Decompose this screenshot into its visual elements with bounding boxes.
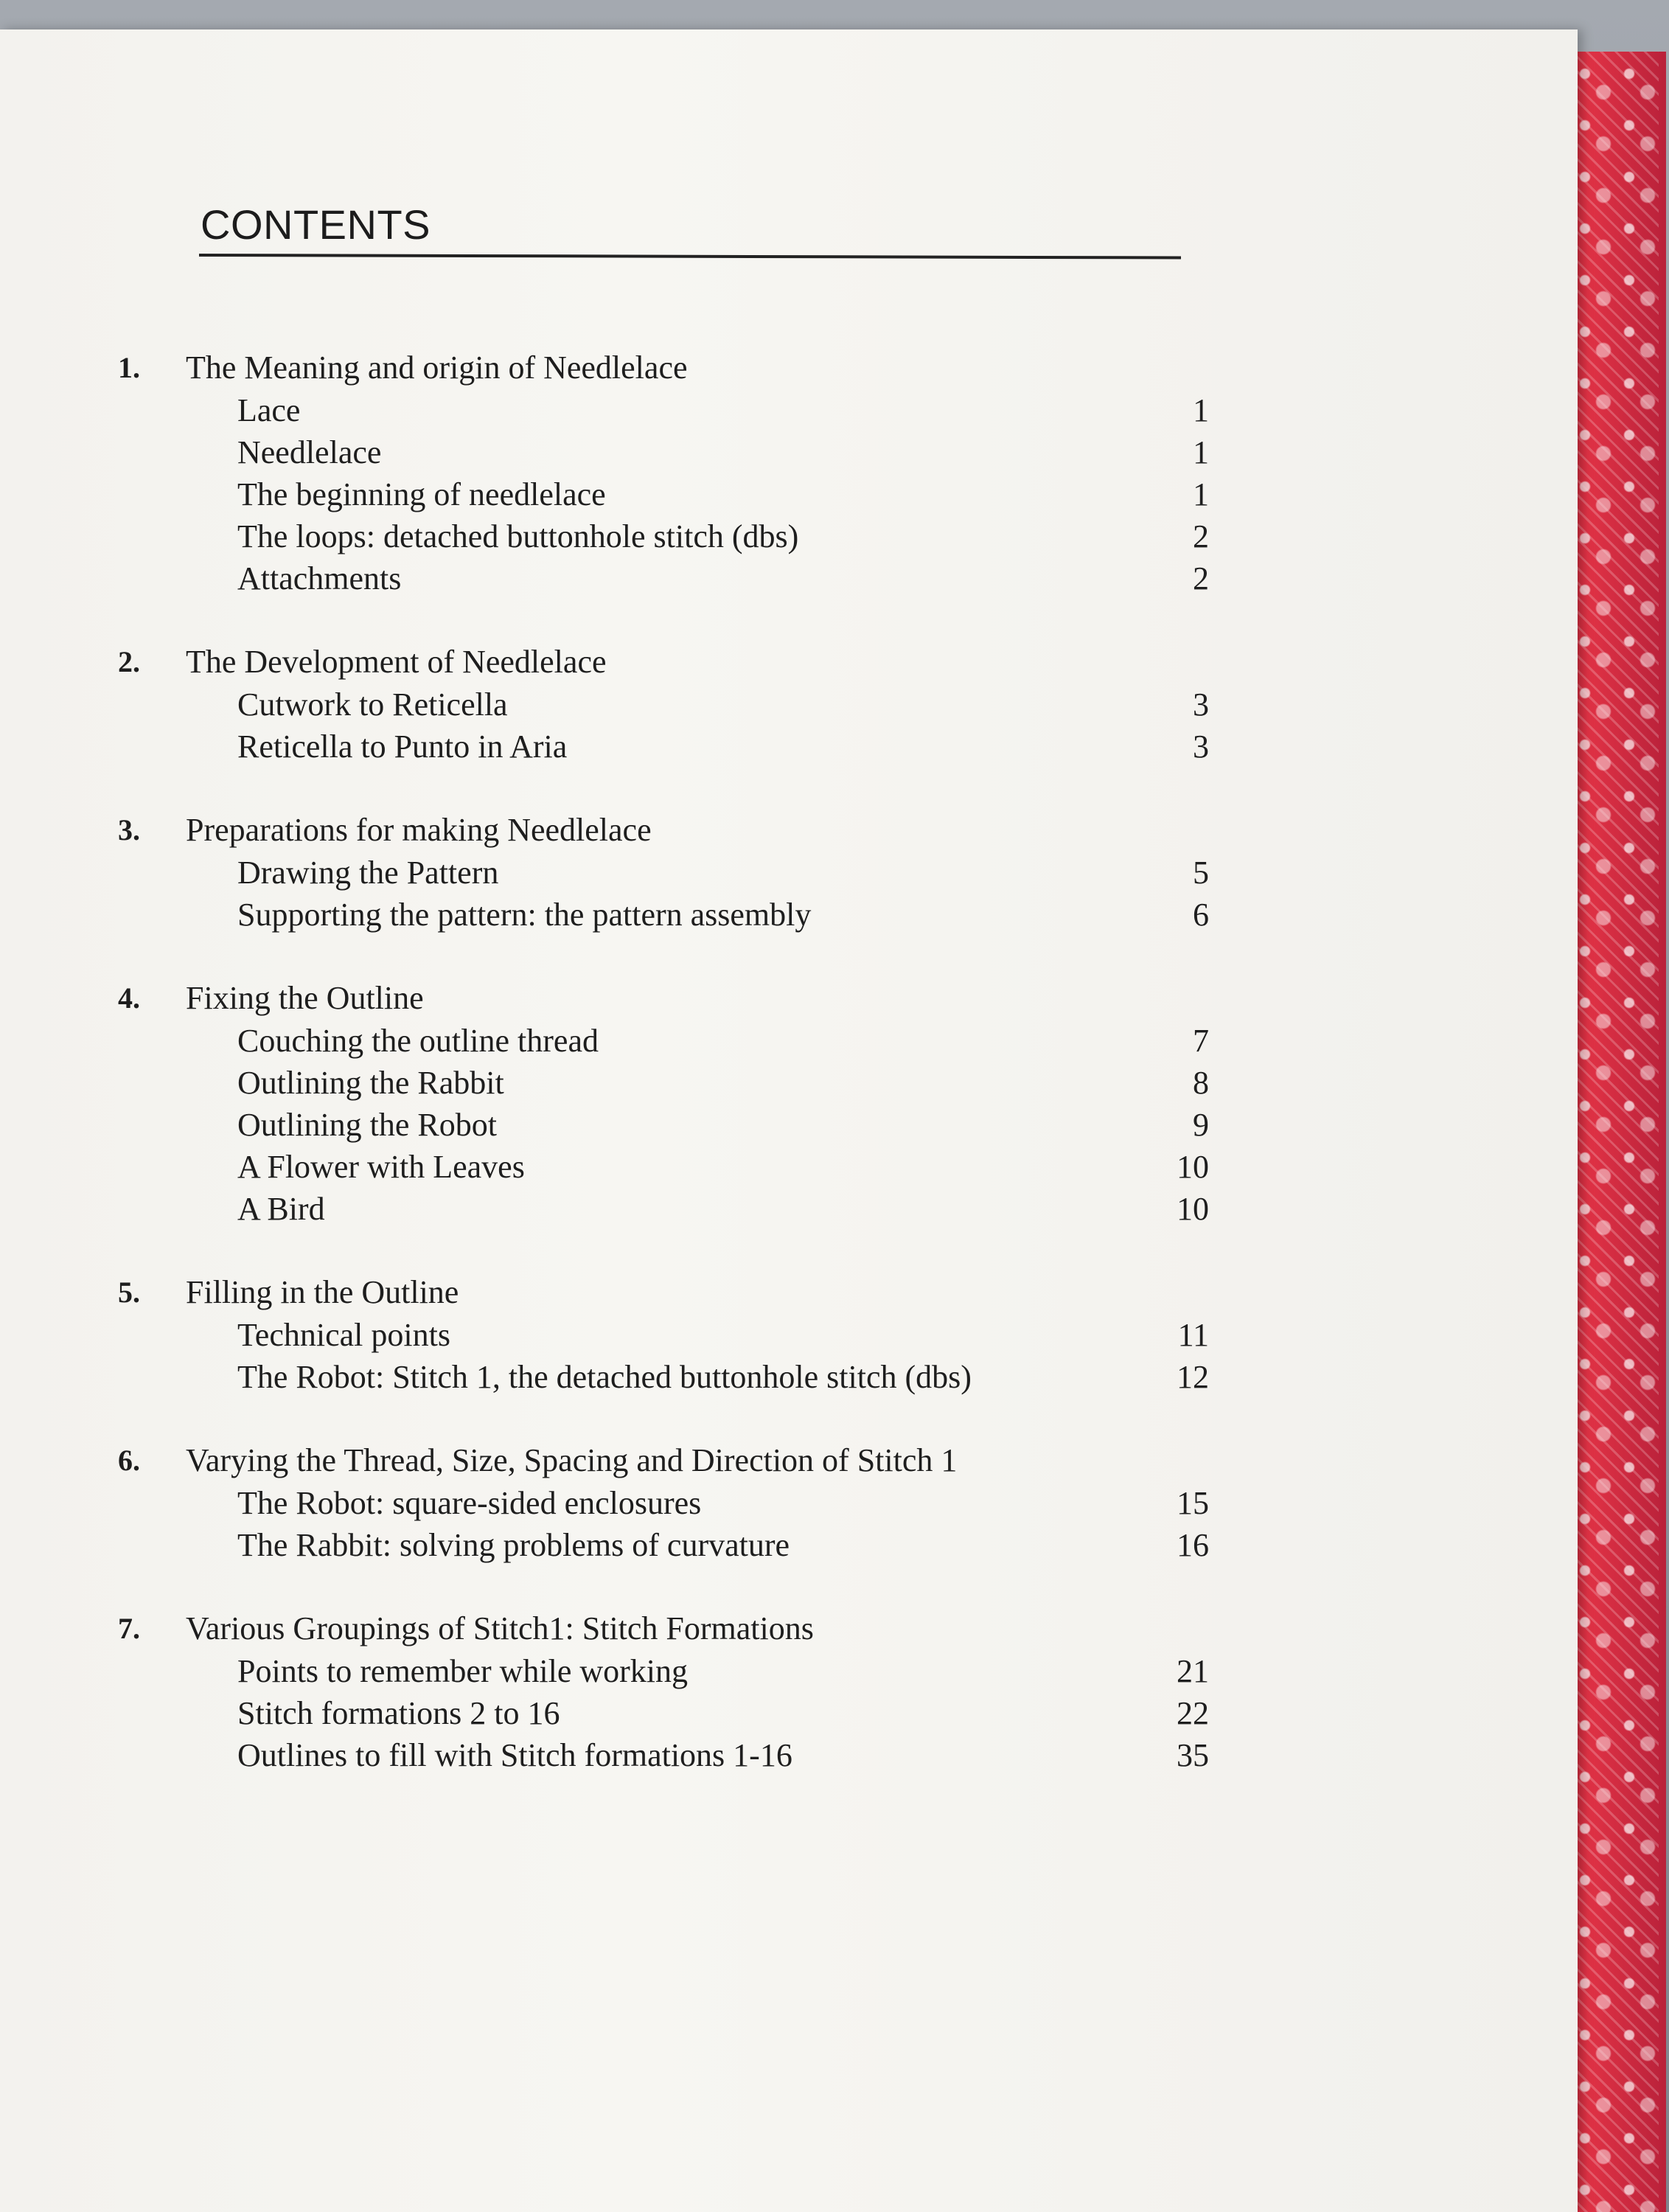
section-heading <box>118 1607 1209 1650</box>
entry-label: A Flower with Leaves <box>237 1149 525 1185</box>
entry-label: The loops: detached buttonhole stitch (dbs) <box>237 518 799 554</box>
section-title: The Meaning and origin of Needlelace <box>186 349 688 386</box>
entry-page-number: 21 <box>1177 1653 1209 1689</box>
toc-entry <box>118 1734 1209 1776</box>
section-title: Varying the Thread, Size, Spacing and Direction of Stitch 1 <box>186 1442 958 1478</box>
toc-entry <box>118 852 1209 894</box>
toc-entry <box>118 1062 1209 1104</box>
entry-page-number: 1 <box>1193 476 1209 512</box>
section-heading <box>118 1439 1209 1482</box>
toc-section <box>118 809 1209 936</box>
section-heading <box>118 1271 1209 1314</box>
entry-label: Attachments <box>237 560 402 597</box>
toc-section <box>118 347 1209 599</box>
toc-entry <box>118 557 1209 599</box>
section-number: 5. <box>118 1276 140 1309</box>
entry-page-number: 16 <box>1177 1527 1209 1563</box>
entry-page-number: 1 <box>1193 434 1209 470</box>
entry-label: Outlining the Robot <box>237 1107 497 1143</box>
entry-page-number: 1 <box>1193 392 1209 428</box>
toc-entry <box>118 1482 1209 1524</box>
toc-section <box>118 1271 1209 1398</box>
entry-label: Points to remember while working <box>237 1653 689 1689</box>
section-number: 3. <box>118 813 140 846</box>
toc-section <box>118 641 1209 768</box>
toc-entry <box>118 1020 1209 1062</box>
section-heading <box>118 977 1209 1020</box>
entry-page-number: 35 <box>1177 1737 1209 1773</box>
table-of-contents <box>118 347 1209 1818</box>
section-number: 6. <box>118 1444 140 1477</box>
section-title: Preparations for making Needlelace <box>186 812 652 848</box>
entry-page-number: 5 <box>1193 855 1209 891</box>
toc-entry <box>118 515 1209 557</box>
toc-entry <box>118 1104 1209 1146</box>
title-underline <box>199 254 1181 259</box>
section-number: 1. <box>118 351 140 384</box>
toc-entry <box>118 473 1209 515</box>
toc-entry <box>118 1692 1209 1734</box>
section-title: The Development of Needlelace <box>186 644 607 680</box>
entry-page-number: 3 <box>1193 686 1209 723</box>
entry-label: A Bird <box>237 1191 325 1227</box>
section-heading <box>118 641 1209 684</box>
entry-page-number: 11 <box>1177 1317 1209 1353</box>
toc-section <box>118 1439 1209 1566</box>
toc-entry <box>118 1314 1209 1356</box>
entry-label: Cutwork to Reticella <box>237 686 508 723</box>
toc-section <box>118 1607 1209 1776</box>
toc-entry <box>118 389 1209 431</box>
entry-label: Outlines to fill with Stitch formations 1-16 <box>237 1737 792 1773</box>
entry-label: Outlining the Rabbit <box>237 1065 504 1101</box>
toc-section <box>118 977 1209 1230</box>
section-number: 2. <box>118 645 140 678</box>
entry-page-number: 10 <box>1177 1149 1209 1185</box>
entry-page-number: 2 <box>1193 518 1209 554</box>
entry-page-number: 7 <box>1193 1023 1209 1059</box>
toc-entry <box>118 894 1209 936</box>
entry-page-number: 3 <box>1193 728 1209 765</box>
section-heading <box>118 809 1209 852</box>
entry-label: The beginning of needlelace <box>237 476 606 512</box>
section-heading <box>118 347 1209 389</box>
entry-page-number: 6 <box>1193 897 1209 933</box>
entry-page-number: 8 <box>1193 1065 1209 1101</box>
entry-label: Supporting the pattern: the pattern assembly <box>237 897 812 933</box>
entry-label: Lace <box>237 392 301 428</box>
entry-page-number: 12 <box>1177 1359 1209 1395</box>
entry-page-number: 10 <box>1177 1191 1209 1227</box>
toc-entry <box>118 1650 1209 1692</box>
entry-label: The Rabbit: solving problems of curvature <box>237 1527 790 1563</box>
section-title: Fixing the Outline <box>186 980 424 1016</box>
entry-label: Couching the outline thread <box>237 1023 599 1059</box>
section-title: Filling in the Outline <box>186 1274 459 1310</box>
entry-label: Drawing the Pattern <box>237 855 499 891</box>
toc-entry <box>118 726 1209 768</box>
entry-label: Needlelace <box>237 434 382 470</box>
toc-entry <box>118 431 1209 473</box>
toc-entry <box>118 1524 1209 1566</box>
entry-label: Reticella to Punto in Aria <box>237 728 568 765</box>
book-page <box>0 29 1578 2212</box>
entry-page-number: 9 <box>1193 1107 1209 1143</box>
entry-label: Stitch formations 2 to 16 <box>237 1695 560 1731</box>
entry-page-number: 15 <box>1177 1485 1209 1521</box>
toc-entry <box>118 1188 1209 1230</box>
section-number: 7. <box>118 1612 140 1645</box>
entry-page-number: 2 <box>1193 560 1209 597</box>
page-title: CONTENTS <box>201 201 431 248</box>
section-number: 4. <box>118 981 140 1015</box>
entry-label: The Robot: square-sided enclosures <box>237 1485 702 1521</box>
toc-entry <box>118 684 1209 726</box>
toc-entry <box>118 1146 1209 1188</box>
section-title: Various Groupings of Stitch1: Stitch Formations <box>186 1610 814 1646</box>
entry-label: The Robot: Stitch 1, the detached buttonhole stitch (dbs) <box>237 1359 972 1395</box>
toc-entry <box>118 1356 1209 1398</box>
entry-page-number: 22 <box>1177 1695 1209 1731</box>
entry-label: Technical points <box>237 1317 450 1353</box>
